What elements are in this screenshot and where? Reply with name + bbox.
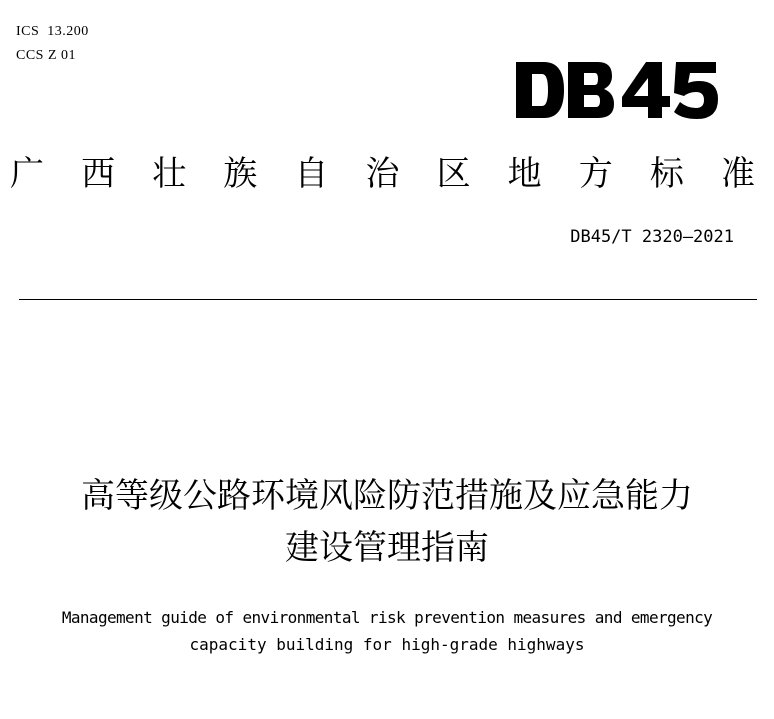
title-chinese [0, 470, 774, 574]
org-char: 广 [10, 154, 44, 194]
org-char: 方 [578, 154, 613, 194]
title-english [0, 604, 774, 658]
org-char: 自 [294, 154, 329, 194]
title-cn-line-2: 建设管理指南 [285, 528, 489, 568]
classification-codes [16, 20, 89, 68]
org-char: 族 [223, 154, 258, 194]
org-char: 区 [436, 154, 471, 194]
divider-line [19, 299, 757, 300]
ics-code: ICS 13.200 [16, 24, 89, 39]
db45-logo [512, 52, 722, 128]
org-char: 西 [81, 154, 116, 194]
org-char: 壮 [152, 154, 187, 194]
title-cn-line-1: 高等级公路环境风险防范措施及应急能力 [81, 476, 693, 516]
ccs-code: CCS Z 01 [16, 48, 77, 63]
org-char: 准 [720, 154, 755, 194]
org-char: 标 [649, 154, 684, 194]
title-en-line-1: Management guide of environmental risk prevention measures and emergency [61, 608, 713, 627]
standard-number: DB45/T 2320—2021 [570, 227, 734, 247]
issuing-organization [10, 150, 755, 198]
org-char: 治 [365, 154, 400, 194]
title-en-line-2: capacity building for high-grade highways [189, 635, 585, 654]
org-char: 地 [507, 154, 542, 194]
